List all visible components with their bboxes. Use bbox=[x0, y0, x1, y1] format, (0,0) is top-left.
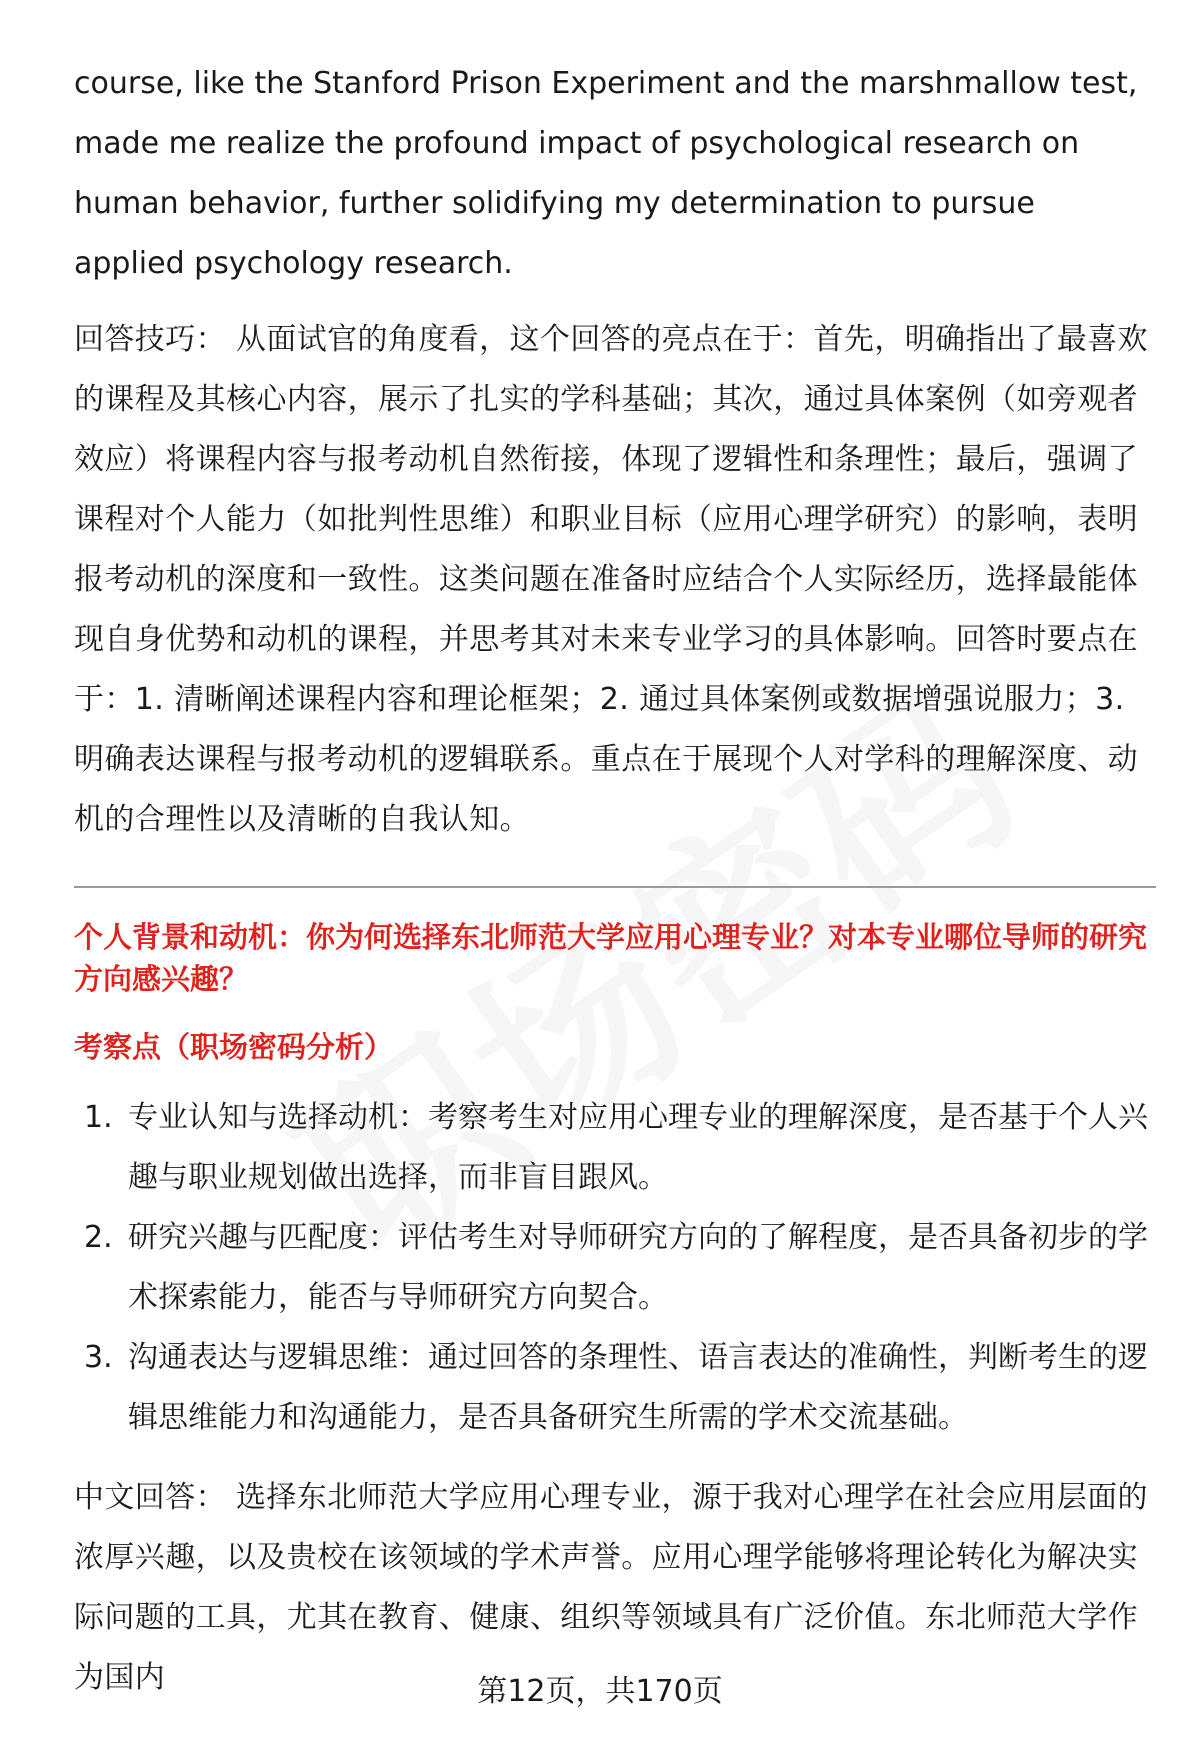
tip-text: 从面试官的角度看，这个回答的亮点在于：首先，明确指出了最喜欢的课程及其核心内容，展示了扎实的学科基础；其次，通过具体案例（如旁观者效应）将课程内容与报考动机自然衔接，体现了逻辑性和条理性；最后，强调了课程对个人能力（如批判性思维）和职业目标（应用心理学研究）的影响，表明报考动机的深度和一致性。这类问题在准备时应结合个人实际经历，选择最能体现自身优势和动机的课程，并思考其对未来专业学习的具体影响。回答时要点在于：1. 清晰阐述课程内容和理论框架；2. 通过具体案例或数据增强说服力；3. 明确表达课程与报考动机的逻辑联系。重点在于展现个人对学科的理解深度、动机的合理性以及清晰的自我认知。 bbox=[74, 322, 1148, 837]
list-item-text: 研究兴趣与匹配度：评估考生对导师研究方向的了解程度，是否具备初步的学术探索能力，能否与导师研究方向契合。 bbox=[128, 1220, 1148, 1315]
list-item-text: 专业认知与选择动机：考察考生对应用心理专业的理解深度，是否基于个人兴趣与职业规划做出选择，而非盲目跟风。 bbox=[128, 1100, 1148, 1195]
answer-tip-paragraph bbox=[74, 310, 1154, 850]
document-body bbox=[74, 54, 1154, 1708]
list-item bbox=[74, 1328, 1154, 1448]
analysis-points-list bbox=[74, 1088, 1154, 1448]
tip-label: 回答技巧： bbox=[74, 322, 226, 357]
list-item bbox=[74, 1208, 1154, 1328]
answer-label: 中文回答： bbox=[74, 1480, 226, 1515]
tip-spacer bbox=[226, 322, 236, 357]
list-item-number: 2. bbox=[84, 1220, 113, 1255]
question-heading: 个人背景和动机：你为何选择东北师范大学应用心理专业？对本专业哪位导师的研究方向感兴趣？ bbox=[74, 920, 1148, 996]
list-item-number: 3. bbox=[84, 1340, 113, 1375]
analysis-heading: 考察点（职场密码分析） bbox=[74, 1030, 394, 1064]
page-number-footer: 第12页，共170页 bbox=[477, 1674, 723, 1709]
answer-text: 选择东北师范大学应用心理专业，源于我对心理学在社会应用层面的浓厚兴趣，以及贵校在该领域的学术声誉。应用心理学能够将理论转化为解决实际问题的工具，尤其在教育、健康、组织等领域具有广泛价值。东北师范大学作为国内 bbox=[74, 1480, 1148, 1695]
list-item-text: 沟通表达与逻辑思维：通过回答的条理性、语言表达的准确性，判断考生的逻辑思维能力和沟通能力，是否具备研究生所需的学术交流基础。 bbox=[128, 1340, 1148, 1435]
answer-spacer bbox=[226, 1480, 236, 1515]
intro-paragraph: course, like the Stanford Prison Experiment and the marshmallow test, made me realize the profound impact of psychological research on human behavior, further solidifying my determination to pursue applied psychology research. bbox=[74, 66, 1138, 281]
list-item bbox=[74, 1088, 1154, 1208]
section-divider bbox=[74, 886, 1156, 888]
list-item-number: 1. bbox=[84, 1100, 113, 1135]
